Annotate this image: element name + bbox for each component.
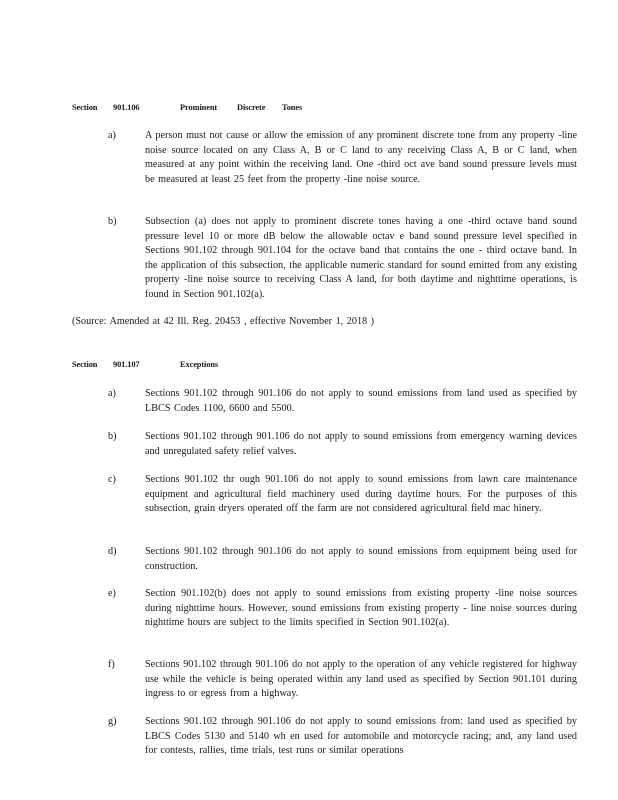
subsection-marker: a) [108,130,116,141]
section-title-word: Tones [282,103,303,112]
section-title-word: Discrete [237,103,266,112]
subsection-marker: d) [108,546,117,557]
subsection-marker: a) [108,388,116,399]
subsection-marker: f) [108,659,115,670]
subsection-text: Sections 901.102 through 901.106 do not apply to the operation of any vehicle registered for highway use while the vehicle is being operated within any land used as specified by Section 901.101 during ingress to or egress from a highway. [145,659,577,700]
section-label: Section [72,360,98,369]
subsection-text: Section 901.102(b) does not apply to sound emissions from existing property -line noise sources during nighttime hours. However, sound emissions from existing property - line noise sources during nighttime hours are subject to the limits specified in Section 901.102(a). [145,588,577,629]
subsection-text: Sections 901.102 through 901.106 do not apply to sound emissions from equipment being used for construction. [145,546,577,572]
section-number: 901.106 [113,103,140,112]
subsection-text: Sections 901.102 thr ough 901.106 do not apply to sound emissions from lawn care maintenance equipment and agricultural field machinery used during daytime hours. For the purposes of this subsection, grain dryers operated off the farm are not considered agricultural field mac hinery. [145,474,577,515]
subsection-marker: b) [108,216,117,227]
subsection-marker: b) [108,431,117,442]
subsection-text: A person must not cause or allow the emission of any prominent discrete tone from any property -line noise source located on any Class A, B or C land to any receiving Class A, B or C land, when measured at any point within the receiving land. One -third oct ave band sound pressure levels must be measured at least 25 feet from the property -line noise source. [145,130,577,185]
section-title-word: Prominent [180,103,218,112]
subsection-text: Sections 901.102 through 901.106 do not apply to sound emissions from land used as specified by LBCS Codes 1100, 6600 and 5500. [145,388,577,414]
section-label: Section [72,103,98,112]
section-title: Exceptions [180,360,219,369]
subsection-marker: g) [108,716,117,727]
subsection-marker: e) [108,588,116,599]
subsection-text: Subsection (a) does not apply to prominent discrete tones having a one -third octave band sound pressure level 10 or more dB below the allowable octav e band sound pressure level specified in Sections 901.102 through 901.104 for the octave band that contains the one - third octave band. In the application of this subsection, the applicable numeric standard for sound emitted from any existing property -line noise source to receiving Class A land, for both daytime and nighttime operations, is found in Section 901.102(a). [145,216,577,300]
section-number: 901.107 [113,360,140,369]
subsection-text: Sections 901.102 through 901.106 do not apply to sound emissions from emergency warning devices and unregulated safety relief valves. [145,431,577,457]
subsection-marker: c) [108,474,116,485]
subsection-text: Sections 901.102 through 901.106 do not apply to sound emissions from: land used as specified by LBCS Codes 5130 and 5140 wh en used for automobile and motorcycle racing; and, any land used for contests, rallies, time trials, test runs or similar operations [145,716,577,757]
source-note: (Source: Amended at 42 Ill. Reg. 20453 , effective November 1, 2018 ) [72,316,375,327]
